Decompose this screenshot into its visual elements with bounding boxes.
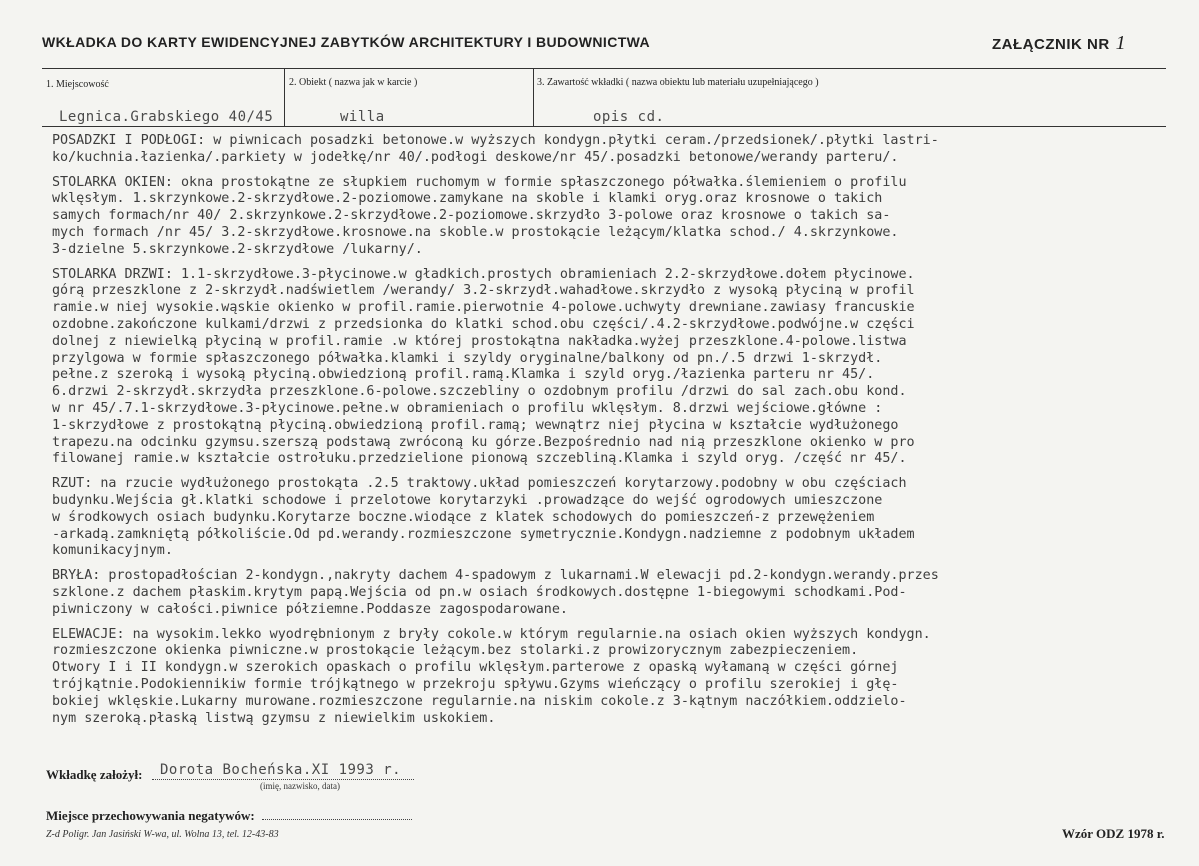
description-line: rozmieszczone okienka piwniczne.w prostokącie leżącym.bez stolarki.z prowizorycznym zabezpieczeniem. [52,643,859,659]
description-line: 1-skrzydłowe z prostokątną płyciną.obwiedzioną profil.ramą; wewnątrz niej płycina w kształcie wydłużonego [52,417,899,433]
field-value-locality: Legnica.Grabskiego 40/45 [59,109,274,125]
description-line: RZUT: na rzucie wydłużonego prostokąta .2.5 traktowy.układ pomieszczeń korytarzowy.podobny w obu częściach [52,476,907,492]
founder-value: Dorota Bocheńska.XI 1993 r. [160,762,402,778]
field-label-content: 3. Zawartość wkładki ( nazwa obiektu lub materiału uzupełniającego ) [537,77,819,88]
description-paragraph [52,568,1162,618]
description-line: nym szeroką.płaską listwą gzymsu z niewielkim uskokiem. [52,710,496,726]
negatives-label: Miejsce przechowywania negatywów: [46,808,255,823]
founder-label: Wkładkę założył: [46,767,143,782]
description-paragraph [52,133,1162,167]
description-paragraph [52,476,1162,560]
description-paragraph [52,175,1162,259]
description-line: szklone.z dachem płaskim.krytym papą.Wejścia od pn.w osiach środkowych.dostępne 1-biegowymi schodkami.Pod- [52,584,907,600]
description-line: trójkątnie.Podokiennikiw formie trójkątnego w przekroju spływu.Gzyms wieńczący o profilu szerokiej i głę- [52,676,899,692]
field-value-content: opis cd. [593,109,665,125]
description-line: dolnej z niewielką płyciną w profil.ramie .w której prostokątna nakładka.wyżej przeszklone.4-polowe.listwa [52,333,907,349]
printer-imprint: Z-d Poligr. Jan Jasiński W-wa, ul. Wolna 13, tel. 12-43-83 [46,829,279,840]
header-rule [42,68,1166,69]
description-line: -arkadą.zamkniętą półkoliście.Od pd.werandy.rozmieszczone symetrycznie.Kondygn.nadziemne z podobnym układem [52,526,915,542]
founder-line [152,779,414,780]
description-paragraph [52,267,1162,469]
description-line: piwniczony w całości.piwnice półziemne.Poddasze zagospodarowane. [52,601,568,617]
description-line: budynku.Wejścia gł.klatki schodowe i przelotowe korytarzyki .prowadzące do wejść ogrodowych umieszczone [52,492,883,508]
description-line: górą przeszklone z 2-skrzydł.nadświetlem /werandy/ 3.2-skrzydł.wahadłowe.skrzydło z wysoką płyciną w profil [52,283,915,299]
description-line: samych formach/nr 40/ 2.skrzynkowe.2-skrzydłowe.2-poziomowe.skrzydło 3-polowe oraz krosnowe o takich sa- [52,208,891,224]
description-line: POSADZKI I PODŁOGI: w piwnicach posadzki betonowe.w wyższych kondygn.płytki ceram./przedsionek/.płytki lastri- [52,133,939,148]
description-line: STOLARKA OKIEN: okna prostokątne ze słupkiem ruchomym w formie spłaszczonego półwałka.ślemieniem o profilu [52,174,907,190]
description-line: komunikacyjnym. [52,543,173,559]
description-line: filowanej ramie.w kształcie ostrołuku.przedzielione pionową szczebliną.Klamka i szyld oryg. /część nr 45/. [52,451,907,467]
founder-hint: (imię, nazwisko, data) [260,781,340,791]
description-paragraph [52,627,1162,728]
description-line: pełne.z szeroką i wysoką płyciną.obwiedzioną profil.ramą.Klamka i szyld oryg./łazienka parteru nr 45/. [52,367,875,383]
description-line: trapezu.na odcinku gzymsu.szerszą podstawą zwróconą ku górze.Bezpośrednio nad nią przeszklone okienko w pro [52,434,915,450]
field-value-object: willa [340,109,385,125]
field-divider-2 [533,68,534,126]
description-line: Otwory I i II kondygn.w szerokich opaskach o profilu wklęsłym.parterowe z opaską wyłamaną w części górnej [52,660,899,676]
description-line: 6.drzwi 2-skrzydł.skrzydła przeszklone.6-polowe.szczebliny o ozdobnym profilu /drzwi do sal zach.obu kond. [52,384,907,400]
description-line: w środkowych osiach budynku.Korytarze boczne.wiodące z klatek schodowych do pomieszczeń-z przewężeniem [52,509,875,525]
negatives-line [262,819,412,820]
description-line: ELEWACJE: na wysokim.lekko wyodrębnionym z bryły cokole.w którym regularnie.na osiach okien wyższych kondygn. [52,626,931,642]
description-line: mych formach /nr 45/ 3.2-skrzydłowe.krosnowe.na skoble.w prostokącie leżącym/klatka schod./ 4.skrzynkowe. [52,224,899,240]
field-label-object: 2. Obiekt ( nazwa jak w karcie ) [289,77,418,88]
annex-label: ZAŁĄCZNIK NR [992,36,1110,53]
field-divider-1 [284,68,285,126]
description-line: bokiej wklęskie.Lukarny murowane.rozmieszczone regularnie.na niskim cokole.z 3-kątnym naczółkiem.oddzielo- [52,693,907,709]
description-line: ozdobne.zakończone kulkami/drzwi z przedsionka do klatki schod.obu części/.4.2-skrzydłowe.podwójne.w części [52,316,915,332]
description-line: ko/kuchnia.łazienka/.parkiety w jodełkę/nr 40/.podłogi deskowe/nr 45/.posadzki betonowe/werandy parteru/. [52,149,899,165]
description-line: BRYŁA: prostopadłościan 2-kondygn.,nakryty dachem 4-spadowym z lukarnami.W elewacji pd.2-kondygn.werandy.przes [52,568,939,584]
fields-bottom-rule [42,126,1166,127]
annex-marker [992,32,1126,55]
description-line: 3-dzielne 5.skrzynkowe.2-skrzydłowe /lukarny/. [52,241,423,257]
description-line: STOLARKA DRZWI: 1.1-skrzydłowe.3-płycinowe.w gładkich.prostych obramieniach 2.2-skrzydłowe.dołem płycinowe. [52,266,915,282]
description-line: wklęsłym. 1.skrzynkowe.2-skrzydłowe.2-poziomowe.zamykane na skoble i klamki oryg.oraz krosnowe o takich [52,191,883,207]
description-line: przylgowa w formie spłaszczonego półwałka.klamki i szyldy oryginalne/balkony od pn./.5 drzwi 1-skrzydł. [52,350,883,366]
description-text [52,133,1162,735]
form-code: Wzór ODZ 1978 r. [1062,826,1165,841]
form-title: WKŁADKA DO KARTY EWIDENCYJNEJ ZABYTKÓW ARCHITEKTURY I BUDOWNICTWA [42,34,651,50]
description-line: ramie.w niej wysokie.wąskie okienko w profil.ramie.pierwotnie 4-polowe.uchwyty drewniane.zawiasy francuskie [52,300,915,316]
field-label-locality: 1. Miejscowość [46,79,109,90]
description-line: w nr 45/.7.1-skrzydłowe.3-płycinowe.pełne.w obramieniach o profilu wklęsłym. 8.drzwi wejściowe.główne : [52,400,883,416]
annex-number: 1 [1115,32,1127,54]
